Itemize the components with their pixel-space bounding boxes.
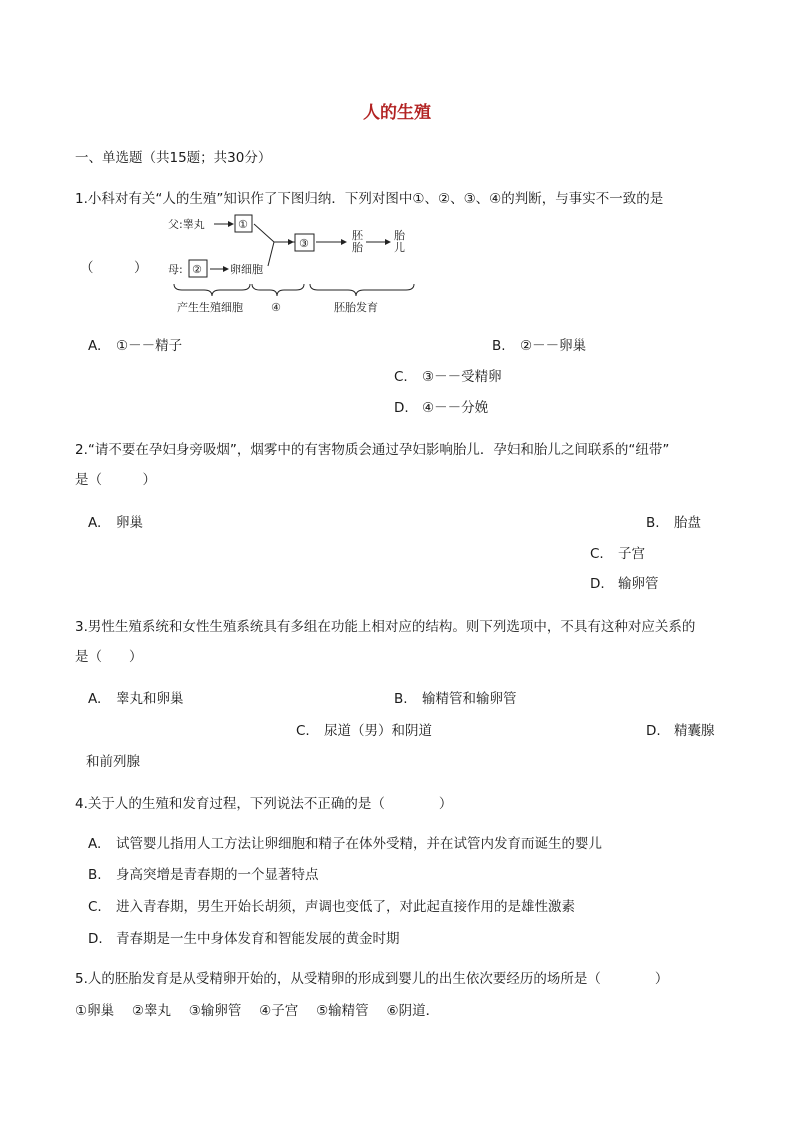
question-1-stem: 1.小科对有关“人的生殖”知识作了下图归纳．下列对图中①、②、③、④的判断，与事实不一致的是 — [75, 191, 664, 207]
diagram-box-1-label: ① — [238, 218, 248, 231]
question-3-stem: 3.男性生殖系统和女性生殖系统具有多组在功能上相对应的结构。则下列选项中，不具有这种对应关系的 — [75, 619, 696, 635]
diagram-fetus-label: 胎 — [394, 229, 405, 242]
diagram-box-3-label: ③ — [299, 237, 309, 250]
q3-option-a[interactable]: A. 睾丸和卵巢 — [88, 691, 184, 707]
q4-option-d[interactable]: D. 青春期是一生中身体发育和智能发展的黄金时期 — [88, 931, 400, 947]
section-heading: 一、单选题（共15题；共30分） — [75, 150, 272, 166]
question-3-stem-cont: 是（ ） — [75, 649, 143, 665]
diagram-embryo-label: 胚 — [352, 229, 363, 242]
diagram-father-label: 父:睾丸 — [168, 218, 205, 231]
question-5-stem: 5.人的胚胎发育是从受精卵开始的，从受精卵的形成到婴儿的出生依次要经历的场所是（ ） — [75, 971, 669, 987]
question-5-choices: ①卵巢 ②睾丸 ③输卵管 ④子宫 ⑤输精管 ⑥阴道． — [75, 1003, 440, 1019]
q2-option-b[interactable]: B. 胎盘 — [646, 515, 701, 531]
diagram-egg-label: 卵细胞 — [230, 263, 263, 276]
diagram-mother-label: 母: — [168, 263, 183, 276]
question-2-stem: 2.“请不要在孕妇身旁吸烟”，烟雾中的有害物质会通过孕妇影响胎儿．孕妇和胎儿之间联系的“纽带” — [75, 442, 670, 458]
q3-option-d[interactable]: D. 精囊腺 — [646, 723, 715, 739]
q3-option-c[interactable]: C. 尿道（男）和阴道 — [296, 723, 432, 739]
q4-option-a[interactable]: A. 试管婴儿指用人工方法让卵细胞和精子在体外受精，并在试管内发育而诞生的婴儿 — [88, 836, 602, 852]
question-1-paren: （ ） — [80, 260, 148, 276]
svg-text:儿: 儿 — [394, 241, 405, 254]
q1-option-c[interactable]: C. ③－－受精卵 — [394, 369, 502, 385]
q1-option-b[interactable]: B. ②－－卵巢 — [492, 338, 587, 354]
diagram-box-2-label: ② — [192, 263, 202, 276]
reproduction-diagram — [160, 208, 420, 318]
q2-option-d[interactable]: D. 输卵管 — [590, 576, 659, 592]
q2-option-a[interactable]: A. 卵巢 — [88, 515, 143, 531]
diagram-brace-3: 胚胎发育 — [334, 301, 378, 314]
svg-text:胎: 胎 — [352, 241, 363, 254]
q4-option-b[interactable]: B. 身高突增是青春期的一个显著特点 — [88, 867, 319, 883]
question-2-stem-cont: 是（ ） — [75, 472, 156, 488]
diagram-brace-2: ④ — [271, 301, 281, 314]
q4-option-c[interactable]: C. 进入青春期，男生开始长胡须，声调也变低了，对此起直接作用的是雄性激素 — [88, 899, 575, 915]
q1-option-d[interactable]: D. ④－－分娩 — [394, 400, 489, 416]
q1-option-a[interactable]: A. ①－－精子 — [88, 338, 183, 354]
question-4-stem: 4.关于人的生殖和发育过程，下列说法不正确的是（ ） — [75, 796, 453, 812]
q3-option-b[interactable]: B. 输精管和输卵管 — [394, 691, 517, 707]
q2-option-c[interactable]: C. 子宫 — [590, 546, 645, 562]
q3-option-d-cont: 和前列腺 — [86, 754, 140, 770]
page-title: 人的生殖 — [363, 103, 431, 123]
diagram-brace-1: 产生生殖细胞 — [177, 301, 243, 314]
